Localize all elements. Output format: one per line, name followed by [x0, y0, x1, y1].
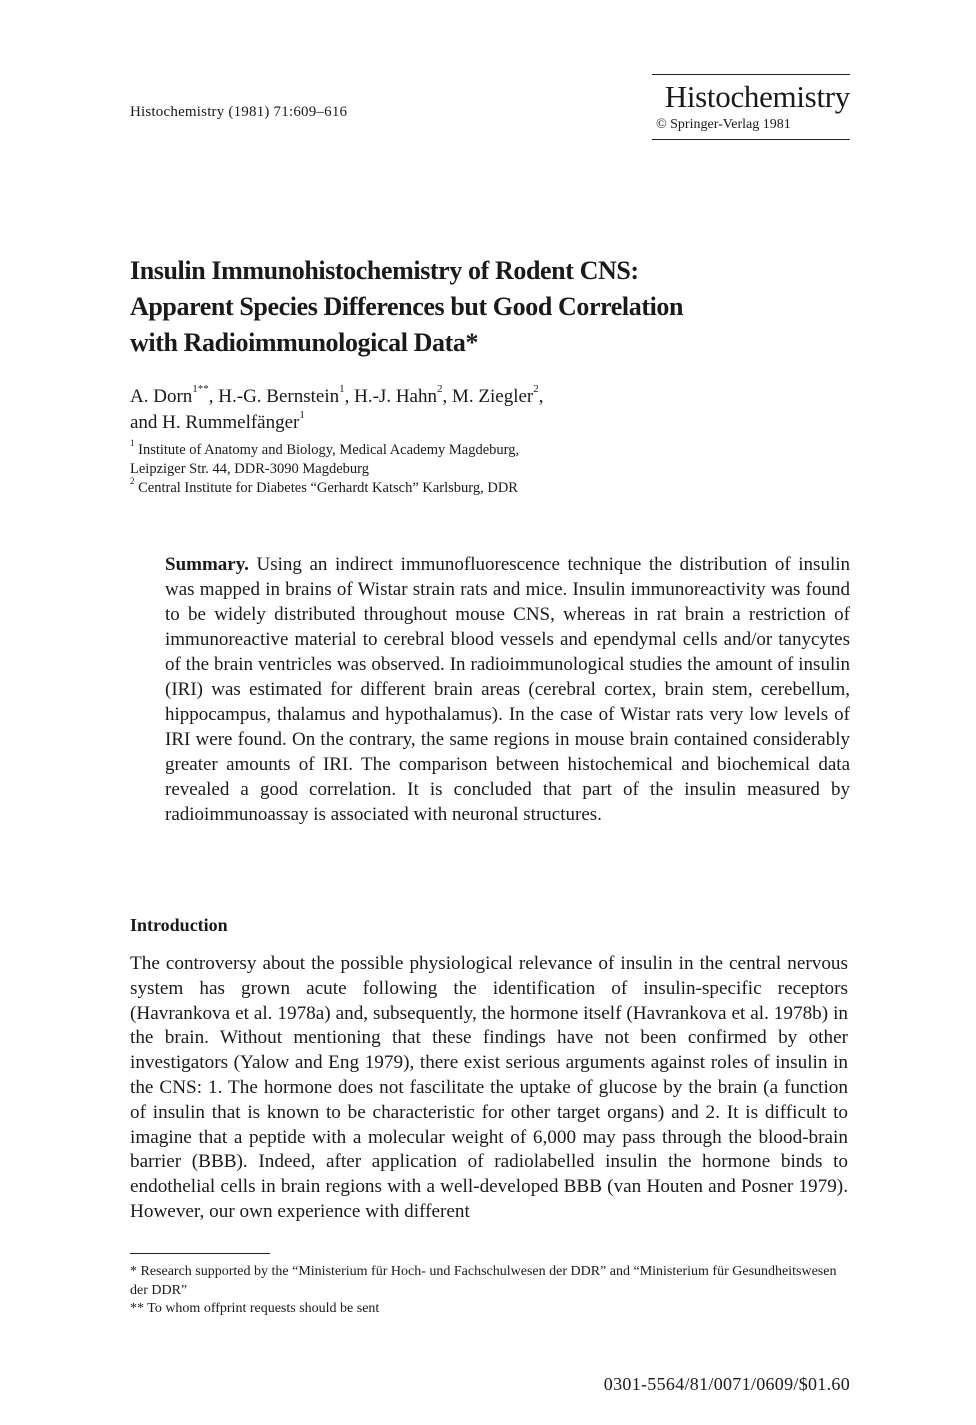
title-line: with Radioimmunological Data*: [130, 328, 479, 357]
journal-citation: Histochemistry (1981) 71:609–616: [130, 104, 348, 120]
author-affiliation-mark: 1**: [192, 382, 209, 395]
publisher-copyright: © Springer-Verlag 1981: [656, 117, 791, 132]
section-heading-introduction: Introduction: [130, 915, 228, 935]
journal-masthead: [652, 74, 850, 140]
author-affiliation-mark: 2: [533, 382, 539, 395]
author-affiliation-mark: 2: [436, 382, 443, 395]
footnote-rule: [130, 1253, 270, 1254]
footnote: * Research supported by the “Ministerium für Hoch- und Fachschulwesen der DDR” and “Ministerium für Gesundheitswesen der DDR”: [130, 1264, 837, 1298]
author-list: A. Dorn$^{1**}$, H.-G. Bernstein$^1$, H.-J. Hahn$^2$, M. Ziegler$^2$, and H. Rummelfänger$^1$: [130, 382, 544, 433]
affiliation-text: Leipziger Str. 44, DDR-3090 Magdeburg: [130, 461, 369, 477]
masthead-top-rule: [652, 74, 850, 75]
affiliation-mark: 2: [130, 476, 135, 487]
footnotes: [130, 1263, 850, 1319]
journal-name: Histochemistry: [664, 79, 850, 114]
summary-abstract: [165, 552, 850, 827]
affiliation-text: Institute of Anatomy and Biology, Medical Academy Magdeburg,: [138, 442, 520, 458]
affiliation-text: Central Institute for Diabetes “Gerhardt Katsch” Karlsburg, DDR: [138, 480, 518, 496]
introduction-paragraph: The controversy about the possible physiological relevance of insulin in the central nervous system has grown acute following the identification of insulin-specific receptors (Havrankova et al. 1978a) and, subsequently, the hormone itself (Havrankova et al. 1978b) in the brain. Without mentioning that these findings have not been confirmed by other investigators (Yalow and Eng 1979), there exist serious arguments against roles of insulin in the CNS: 1. The hormone does not fascilitate the uptake of glucose by the brain (a function of insulin that is known to be characteristic for other target organs) and 2. It is difficult to imagine that a peptide with a molecular weight of 6,000 may pass through the blood-brain barrier (BBB). Indeed, after application of radiolabelled insulin the hormone binds to endothelial cells in brain regions with a well-developed BBB (van Houten and Posner 1979). However, our own experience with different: [130, 953, 848, 1222]
summary-heading: Summary.: [165, 554, 249, 575]
affiliation-mark: 1: [130, 438, 135, 449]
masthead-bottom-rule: [652, 139, 850, 140]
footnote: ** To whom offprint requests should be sent: [130, 1301, 380, 1316]
title-line: Insulin Immunohistochemistry of Rodent CNS:: [130, 256, 639, 285]
article-code: 0301-5564/81/0071/0609/$01.60: [603, 1374, 850, 1394]
title-line: Apparent Species Differences but Good Correlation: [130, 292, 684, 321]
author-name: H.-G. Bernstein: [218, 386, 340, 407]
article-title: [130, 253, 830, 361]
affiliations: [130, 438, 730, 498]
author-name: M. Ziegler: [451, 386, 534, 407]
author-name: A. Dorn: [130, 386, 193, 407]
author-affiliation-mark: 1: [339, 382, 345, 395]
author-affiliation-mark: 1: [299, 408, 305, 421]
author-name: H.-J. Hahn: [354, 386, 437, 407]
author-name: and H. Rummelfänger: [130, 412, 300, 433]
summary-text: Using an indirect immunofluorescence technique the distribution of insulin was mapped in brains of Wistar strain rats and mice. Insulin immunoreactivity was found to be widely distributed throughout mouse CNS, whereas in rat brain a restriction of immunoreactive material to cerebral blood vessels and ependymal cells and/or tanycytes of the brain ventricles was observed. In radioimmunological studies the amount of insulin (IRI) was estimated for different brain areas (cerebral cortex, brain stem, cerebellum, hippocampus, thalamus and hypothalamus). In the case of Wistar rats very low levels of IRI were found. On the contrary, the same regions in mouse brain contained considerably greater amounts of IRI. The comparison between histochemical and biochemical data revealed a good correlation. It is concluded that part of the insulin measured by radioimmunoassay is associated with neuronal structures.: [165, 554, 850, 825]
